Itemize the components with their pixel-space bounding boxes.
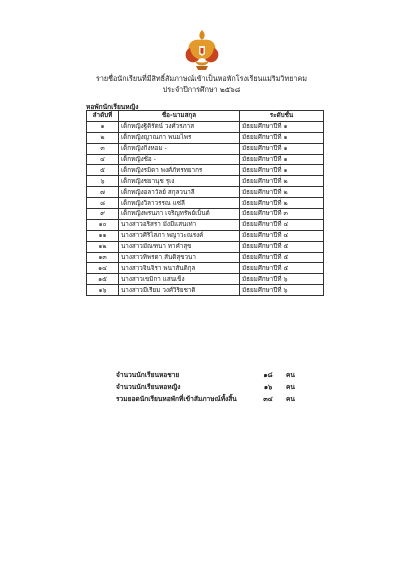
student-name: นางสาวมีเรียม วงศ์วิริยชาติ: [119, 285, 240, 296]
table-row: [87, 154, 324, 165]
table-header-row: [87, 111, 324, 122]
row-number: ๑๒: [87, 241, 119, 252]
grade-level: มัธยมศึกษาปีที่ ๑: [240, 132, 324, 143]
table-row: [87, 230, 324, 241]
table-row: [87, 187, 324, 198]
column-header-grade: ระดับชั้น: [240, 111, 324, 122]
table-row: [87, 241, 324, 252]
student-table: [86, 110, 324, 296]
student-name: เด็กหญิงรมิดา พงศ์ภัทรทยากร: [119, 165, 240, 176]
column-header-name: ชื่อ-นามสกุล: [119, 111, 240, 122]
summary-label: จำนวนนักเรียนหอชาย: [116, 371, 180, 379]
row-number: ๔: [87, 154, 119, 165]
table-row: [87, 274, 324, 285]
grade-level: มัธยมศึกษาปีที่ ๒: [240, 198, 324, 209]
summary-label: จำนวนนักเรียนหอหญิง: [116, 383, 181, 391]
school-emblem-icon: [182, 28, 222, 72]
row-number: ๑: [87, 121, 119, 132]
row-number: ๑๑: [87, 230, 119, 241]
student-name: เด็กหญิงวิลาวรรณ แซ่ลี: [119, 198, 240, 209]
grade-level: มัธยมศึกษาปีที่ ๕: [240, 263, 324, 274]
student-name: นางสาวมัณฑนา ทาคำสุข: [119, 241, 240, 252]
grade-level: มัธยมศึกษาปีที่ ๖: [240, 274, 324, 285]
document-title-line1: รายชื่อนักเรียนที่มีสิทธิ์สัมภาษณ์เข้าเป็นหอพักโรงเรียนแม่ริมวิทยาคม: [96, 74, 307, 83]
summary-girls-dorm: [116, 381, 316, 391]
student-name: เด็กหญิงฐิติรัตน์ วงศ์วรภาส: [119, 121, 240, 132]
grade-level: มัธยมศึกษาปีที่ ๔: [240, 219, 324, 230]
row-number: ๒: [87, 132, 119, 143]
row-number: ๑๐: [87, 219, 119, 230]
summary-count: ๑๘: [263, 371, 273, 379]
section-label: หอพักนักเรียนหญิง: [86, 103, 139, 111]
grade-level: มัธยมศึกษาปีที่ ๑: [240, 143, 324, 154]
column-header-number: ลำดับที่: [87, 111, 119, 122]
student-name: เด็กหญิงช้อ -: [119, 154, 240, 165]
summary-unit: คน: [286, 371, 295, 379]
grade-level: มัธยมศึกษาปีที่ ๑: [240, 121, 324, 132]
row-number: ๙: [87, 209, 119, 220]
grade-level: มัธยมศึกษาปีที่ ๓: [240, 209, 324, 220]
student-name: เด็กหญิงพรนภา เจริญทรัพย์เบ็นต์: [119, 209, 240, 220]
row-number: ๖: [87, 176, 119, 187]
row-number: ๘: [87, 198, 119, 209]
document-title-line2: ประจำปีการศึกษา ๒๕๖๘: [162, 85, 241, 94]
student-name: นางสาวศิริไสภา พญาวะณรงค์: [119, 230, 240, 241]
summary-label: รวมยอดนักเรียนหอพักที่เข้าสัมภาษณ์ทั้งสิ้น: [116, 395, 237, 403]
grade-level: มัธยมศึกษาปีที่ ๑: [240, 165, 324, 176]
table-row: [87, 132, 324, 143]
summary-unit: คน: [286, 383, 295, 391]
grade-level: มัธยมศึกษาปีที่ ๒: [240, 176, 324, 187]
student-name: นางสาวเขมิกา แสนเข็ง: [119, 274, 240, 285]
row-number: ๑๓: [87, 252, 119, 263]
grade-level: มัธยมศึกษาปีที่ ๑: [240, 154, 324, 165]
grade-level: มัธยมศึกษาปีที่ ๒: [240, 187, 324, 198]
grade-level: มัธยมศึกษาปีที่ ๕: [240, 252, 324, 263]
row-number: ๑๖: [87, 285, 119, 296]
row-number: ๕: [87, 165, 119, 176]
row-number: ๑๔: [87, 263, 119, 274]
grade-level: มัธยมศึกษาปีที่ ๖: [240, 285, 324, 296]
grade-level: มัธยมศึกษาปีที่ ๔: [240, 230, 324, 241]
summary-count: ๑๖: [263, 383, 273, 391]
table-row: [87, 252, 324, 263]
summary-boys-dorm: [116, 369, 316, 379]
table-row: [87, 176, 324, 187]
table-row: [87, 121, 324, 132]
summary-total: [116, 393, 316, 403]
table-row: [87, 285, 324, 296]
row-number: ๓: [87, 143, 119, 154]
grade-level: มัธยมศึกษาปีที่ ๕: [240, 241, 324, 252]
summary-count: ๓๔: [263, 395, 273, 403]
student-name: นางสาวทิพรดา สันติสุขวนา: [119, 252, 240, 263]
summary-unit: คน: [286, 395, 295, 403]
table-row: [87, 143, 324, 154]
student-name: นางสาวอริสรา มังมีแสนเท่า: [119, 219, 240, 230]
row-number: ๗: [87, 187, 119, 198]
student-name: เด็กหญิงกิ่งหอม -: [119, 143, 240, 154]
row-number: ๑๕: [87, 274, 119, 285]
student-name: เด็กหญิงชยานุช รุเง: [119, 176, 240, 187]
table-row: [87, 165, 324, 176]
student-name: เด็กหญิงอลาวัลย์ สกุลวนาลี: [119, 187, 240, 198]
table-row: [87, 263, 324, 274]
table-row: [87, 219, 324, 230]
table-row: [87, 209, 324, 220]
table-row: [87, 198, 324, 209]
student-name: เด็กหญิงญาณภา พนมไพร: [119, 132, 240, 143]
student-name: นางสาวจินจิรา พนาสันติกุล: [119, 263, 240, 274]
